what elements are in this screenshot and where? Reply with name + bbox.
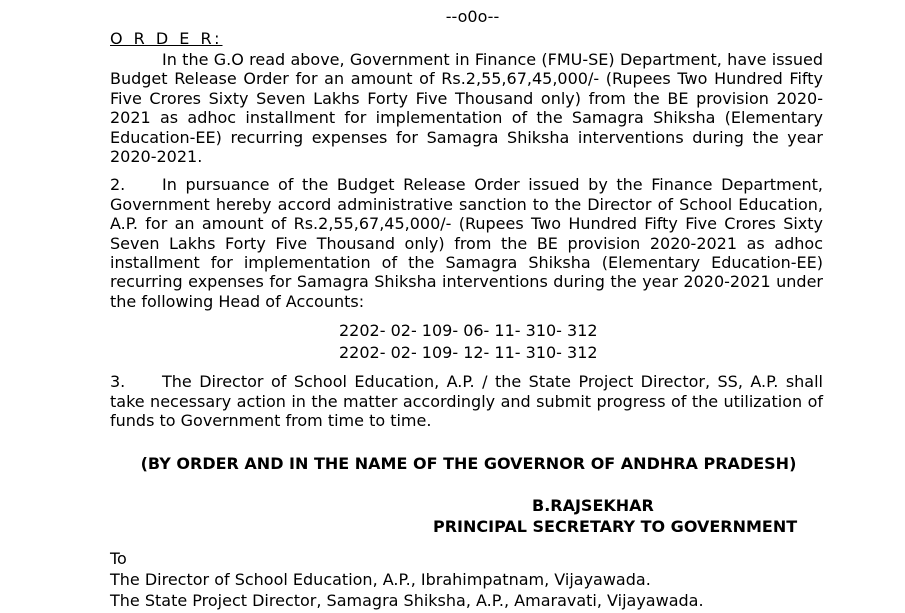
to-label: To bbox=[110, 548, 127, 568]
recipient-2: The State Project Director, Samagra Shiksha, A.P., Amaravati, Vijayawada. bbox=[110, 590, 704, 610]
paragraph-2-text: In pursuance of the Budget Release Order issued by the Finance Department, Government hereby accord administrative sanction to the Director of School Education, A.P. for an amount of Rs.2,55,67,45,000/- (Rupees Two Hundred Fifty Five Crores Sixty Seven Lakhs Forty Five Thousand only) from the BE provision 2020-2021 as adhoc installment for implementation of the Samagra Shiksha (Elementary Education-EE) recurring expenses for Samagra Shiksha interventions during the year 2020-2021 under the following Head of Accounts: bbox=[110, 175, 823, 311]
recipients-block bbox=[110, 548, 823, 610]
paragraph-1: In the G.O read above, Government in Finance (FMU-SE) Department, have issued Budget Release Order for an amount of Rs.2,55,67,45,000/- (Rupees Two Hundred Fifty Five Crores Sixty Seven Lakhs Forty Five Thousand only) from the BE provision 2020-2021 as adhoc installment for implementation of the Samagra Shiksha (Elementary Education-EE) recurring expenses for Samagra Shiksha interventions during the year 2020-2021. bbox=[110, 50, 823, 167]
paragraph-3-text: The Director of School Education, A.P. / the State Project Director, SS, A.P. shall take necessary action in the matter accordingly and submit progress of the utilization of funds to Government from time to time. bbox=[110, 372, 823, 431]
paragraph-2 bbox=[110, 175, 823, 311]
section-separator: --o0o-- bbox=[445, 7, 500, 26]
paragraph-2-number: 2. bbox=[110, 175, 126, 195]
paragraph-3-number: 3. bbox=[110, 372, 126, 392]
governor-order-line: (BY ORDER AND IN THE NAME OF THE GOVERNOR OF ANDHRA PRADESH) bbox=[140, 453, 797, 473]
head-of-account-2: 2202- 02- 109- 12- 11- 310- 312 bbox=[339, 342, 598, 362]
signature-block bbox=[110, 495, 823, 538]
order-document bbox=[110, 6, 823, 610]
recipient-1: The Director of School Education, A.P., Ibrahimpatnam, Vijayawada. bbox=[110, 569, 651, 589]
head-of-accounts-list bbox=[110, 320, 823, 363]
signatory-name: B.RAJSEKHAR bbox=[532, 495, 654, 515]
head-of-account-1: 2202- 02- 109- 06- 11- 310- 312 bbox=[339, 321, 598, 341]
order-heading: O R D E R: bbox=[110, 29, 223, 48]
signatory-title: PRINCIPAL SECRETARY TO GOVERNMENT bbox=[433, 517, 798, 536]
paragraph-3 bbox=[110, 372, 823, 430]
